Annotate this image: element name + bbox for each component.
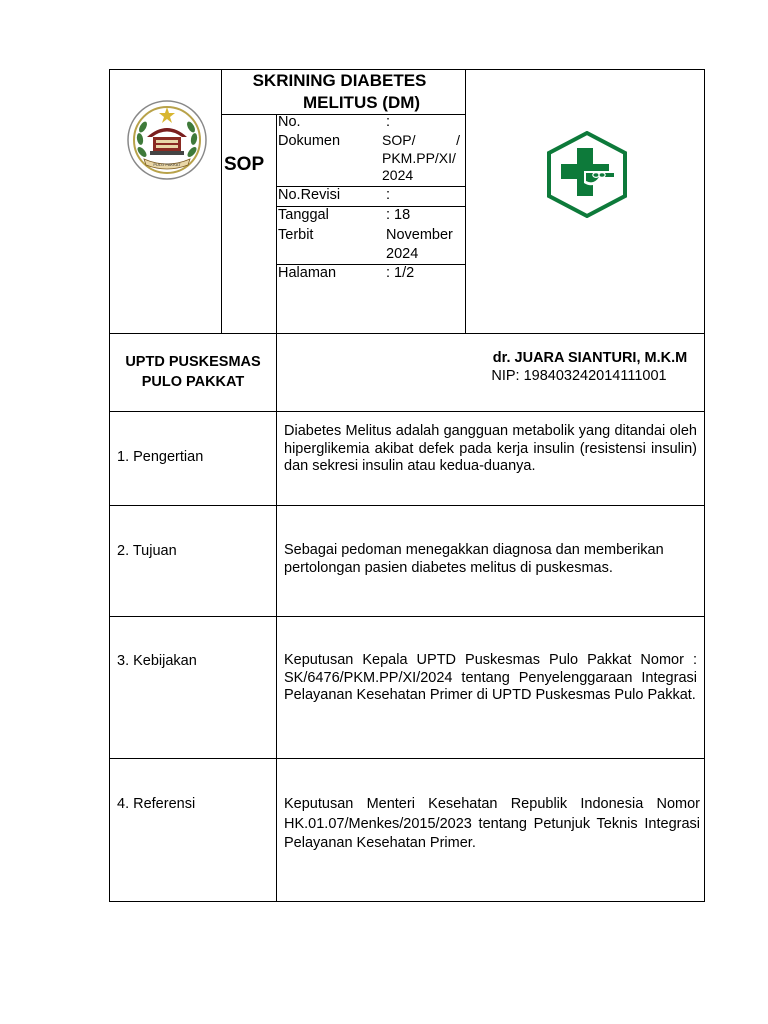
- divider-label-column: [276, 114, 277, 902]
- table-border-bottom: [109, 901, 705, 902]
- tanggal-value-2: November: [386, 226, 453, 243]
- divider-row-org: [109, 411, 705, 412]
- no-dokumen-colon: :: [386, 114, 391, 130]
- tanggal-value-3: 2024: [386, 246, 419, 262]
- no-dokumen-value-2: PKM.PP/XI/: [382, 149, 456, 166]
- no-dokumen-value-1a: SOP/: [382, 132, 416, 148]
- divider-row-header: [109, 333, 705, 334]
- divider-row-1: [109, 505, 705, 506]
- no-dokumen-label-2: Dokumen: [278, 133, 341, 149]
- signer-name: dr. JUARA SIANTURI, M.K.M: [492, 350, 688, 366]
- halaman-value: : 1/2: [386, 265, 415, 281]
- no-dokumen-value-1b: /: [456, 132, 460, 148]
- no-dokumen-value: [382, 132, 460, 185]
- meta-no-dokumen: [278, 113, 464, 183]
- title-line-1: SKRINING DIABETES: [252, 71, 427, 90]
- meta-tanggal-terbit: [278, 206, 464, 262]
- section-label-kebijakan: 3. Kebijakan: [117, 653, 197, 669]
- halaman-label: Halaman: [278, 265, 337, 281]
- no-revisi-value: :: [386, 187, 391, 203]
- meta-halaman: [278, 264, 464, 284]
- org-name: [110, 352, 276, 392]
- meta-no-revisi: [278, 186, 464, 206]
- org-line-2: PULO PAKKAT: [141, 374, 245, 390]
- regency-seal-icon: [126, 99, 208, 181]
- divider-row-2: [109, 616, 705, 617]
- puskesmas-logo-icon: [546, 131, 628, 218]
- seal-ribbon-text: PULO PAKKAT: [153, 162, 181, 167]
- org-line-1: UPTD PUSKESMAS: [125, 354, 261, 370]
- sop-label: SOP: [224, 154, 265, 175]
- table-border-left: [109, 69, 110, 902]
- divider-row-3: [109, 758, 705, 759]
- section-text-tujuan: Sebagai pedoman menegakkan diagnosa dan memberikan pertolongan pasien diabetes melitus di puskesmas.: [284, 542, 664, 576]
- signer-nip: NIP: 198403242014111001: [491, 368, 667, 384]
- section-text-kebijakan: Keputusan Kepala UPTD Puskesmas Pulo Pakkat Nomor : SK/6476/PKM.PP/XI/2024 tentang Penyelenggaraan Integrasi Pelayanan Kesehatan Primer di UPTD Puskesmas Pulo Pakkat.: [284, 652, 697, 703]
- document-title: [222, 70, 465, 114]
- no-dokumen-value-3: 2024: [382, 167, 414, 183]
- tanggal-value-1: : 18: [386, 207, 411, 223]
- divider-logo-right: [465, 69, 466, 334]
- section-label-referensi: 4. Referensi: [117, 796, 196, 812]
- section-label-pengertian: 1. Pengertian: [117, 449, 204, 465]
- section-label-tujuan: 2. Tujuan: [117, 543, 177, 559]
- no-revisi-label: No.Revisi: [278, 187, 341, 203]
- tanggal-label-2: Terbit: [278, 226, 314, 243]
- tanggal-label-1: Tanggal: [278, 207, 329, 223]
- signer-block: [470, 349, 704, 385]
- no-dokumen-label-1: No.: [278, 114, 301, 130]
- table-border-right: [704, 69, 705, 902]
- section-text-referensi: Keputusan Menteri Kesehatan Republik Indonesia Nomor HK.01.07/Menkes/2015/2023 tentang Petunjuk Teknis Integrasi Pelayanan Kesehatan Primer.: [284, 796, 700, 851]
- section-text-pengertian: Diabetes Melitus adalah gangguan metabolik yang ditandai oleh hiperglikemia akibat defek pada kerja insulin (resistensi insulin) dan sekresi insulin atau kedua-duanya.: [284, 423, 697, 474]
- title-line-2: MELITUS (DM): [302, 93, 421, 112]
- tanggal-value: [386, 206, 464, 265]
